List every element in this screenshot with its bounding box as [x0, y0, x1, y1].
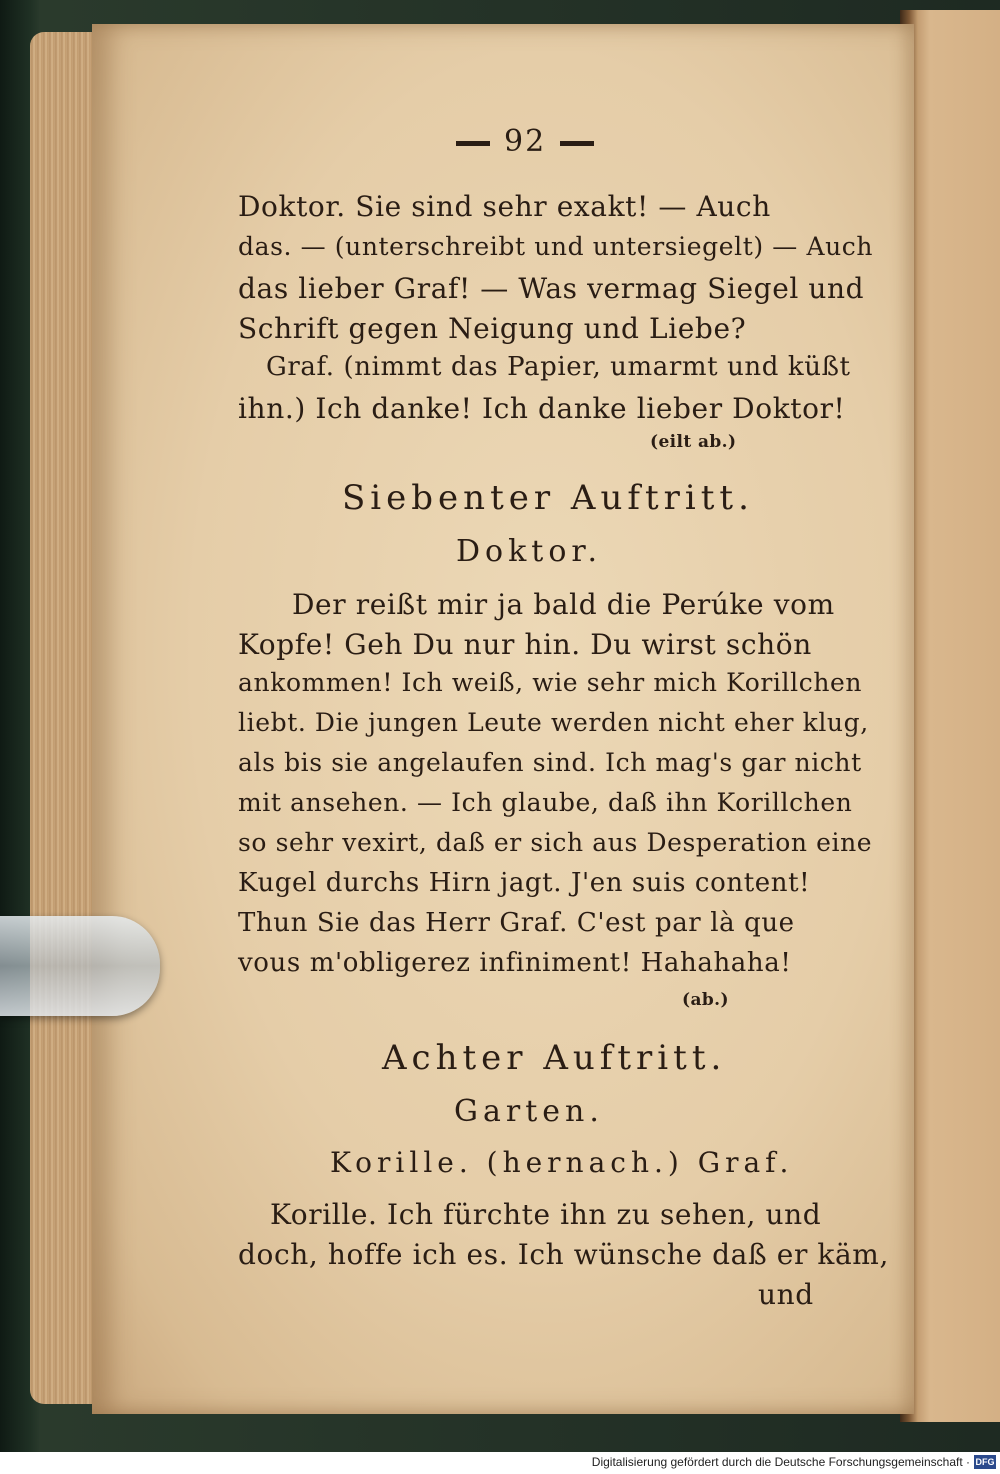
speaker-heading-doktor: Doktor. — [456, 534, 602, 569]
text-line-17: Kugel durchs Hirn jagt. J'en suis content! — [238, 868, 811, 898]
text-line-2: das. — (unterschreibt und untersiegelt) — Auch — [238, 232, 874, 261]
text-line-5: Graf. (nimmt das Papier, umarmt und küßt — [266, 352, 851, 382]
text-line-16: so sehr vexirt, daß er sich aus Desperation eine — [238, 828, 873, 857]
dash-right — [560, 141, 594, 146]
text-line-12: ankommen! Ich weiß, wie sehr mich Korillchen — [238, 668, 863, 697]
text-line-15: mit ansehen. — Ich glaube, daß ihn Korillchen — [238, 788, 853, 817]
text-line-25: doch, hoffe ich es. Ich wünsche daß er käm, — [238, 1238, 889, 1271]
catchword: und — [758, 1278, 814, 1311]
glass-page-weight — [0, 916, 160, 1016]
text-line-10: Der reißt mir ja bald die Perúke vom — [292, 588, 835, 621]
text-line-18: Thun Sie das Herr Graf. C'est par là que — [238, 908, 795, 938]
setting-heading-garten: Garten. — [454, 1094, 604, 1129]
page-number-text: 92 — [504, 124, 547, 159]
facing-page-edge — [900, 10, 1000, 1422]
text-line-24: Korille. Ich fürchte ihn zu sehen, und — [270, 1198, 822, 1231]
text-line-19: vous m'obligerez infiniment! Hahahaha! — [238, 948, 792, 978]
text-line-3: das lieber Graf! — Was vermag Siegel und — [238, 272, 865, 305]
text-line-4: Schrift gegen Neigung und Liebe? — [238, 312, 747, 345]
text-line-1: Doktor. Sie sind sehr exakt! — Auch — [238, 190, 771, 223]
text-line-13: liebt. Die jungen Leute werden nicht eher klug, — [238, 708, 869, 737]
scene-heading-8: Achter Auftritt. — [382, 1038, 727, 1078]
speakers-heading: Korille. (hernach.) Graf. — [330, 1146, 794, 1179]
dfg-logo-icon: DFG — [975, 1457, 995, 1467]
scene-heading-7: Siebenter Auftritt. — [342, 478, 754, 518]
page-block-edge — [30, 32, 100, 1404]
stage-direction-exit-1: (eilt ab.) — [650, 432, 737, 452]
stage-direction-exit-2: (ab.) — [682, 990, 729, 1010]
text-line-6: ihn.) Ich danke! Ich danke lieber Doktor! — [238, 392, 846, 425]
text-line-14: als bis sie angelaufen sind. Ich mag's gar nicht — [238, 748, 862, 777]
dash-left — [456, 141, 490, 146]
text-line-11: Kopfe! Geh Du nur hin. Du wirst schön — [238, 628, 812, 661]
footer-credit: Digitalisierung gefördert durch die Deutsche Forschungsgemeinschaft · — [591, 1455, 970, 1469]
page-number — [442, 124, 608, 159]
